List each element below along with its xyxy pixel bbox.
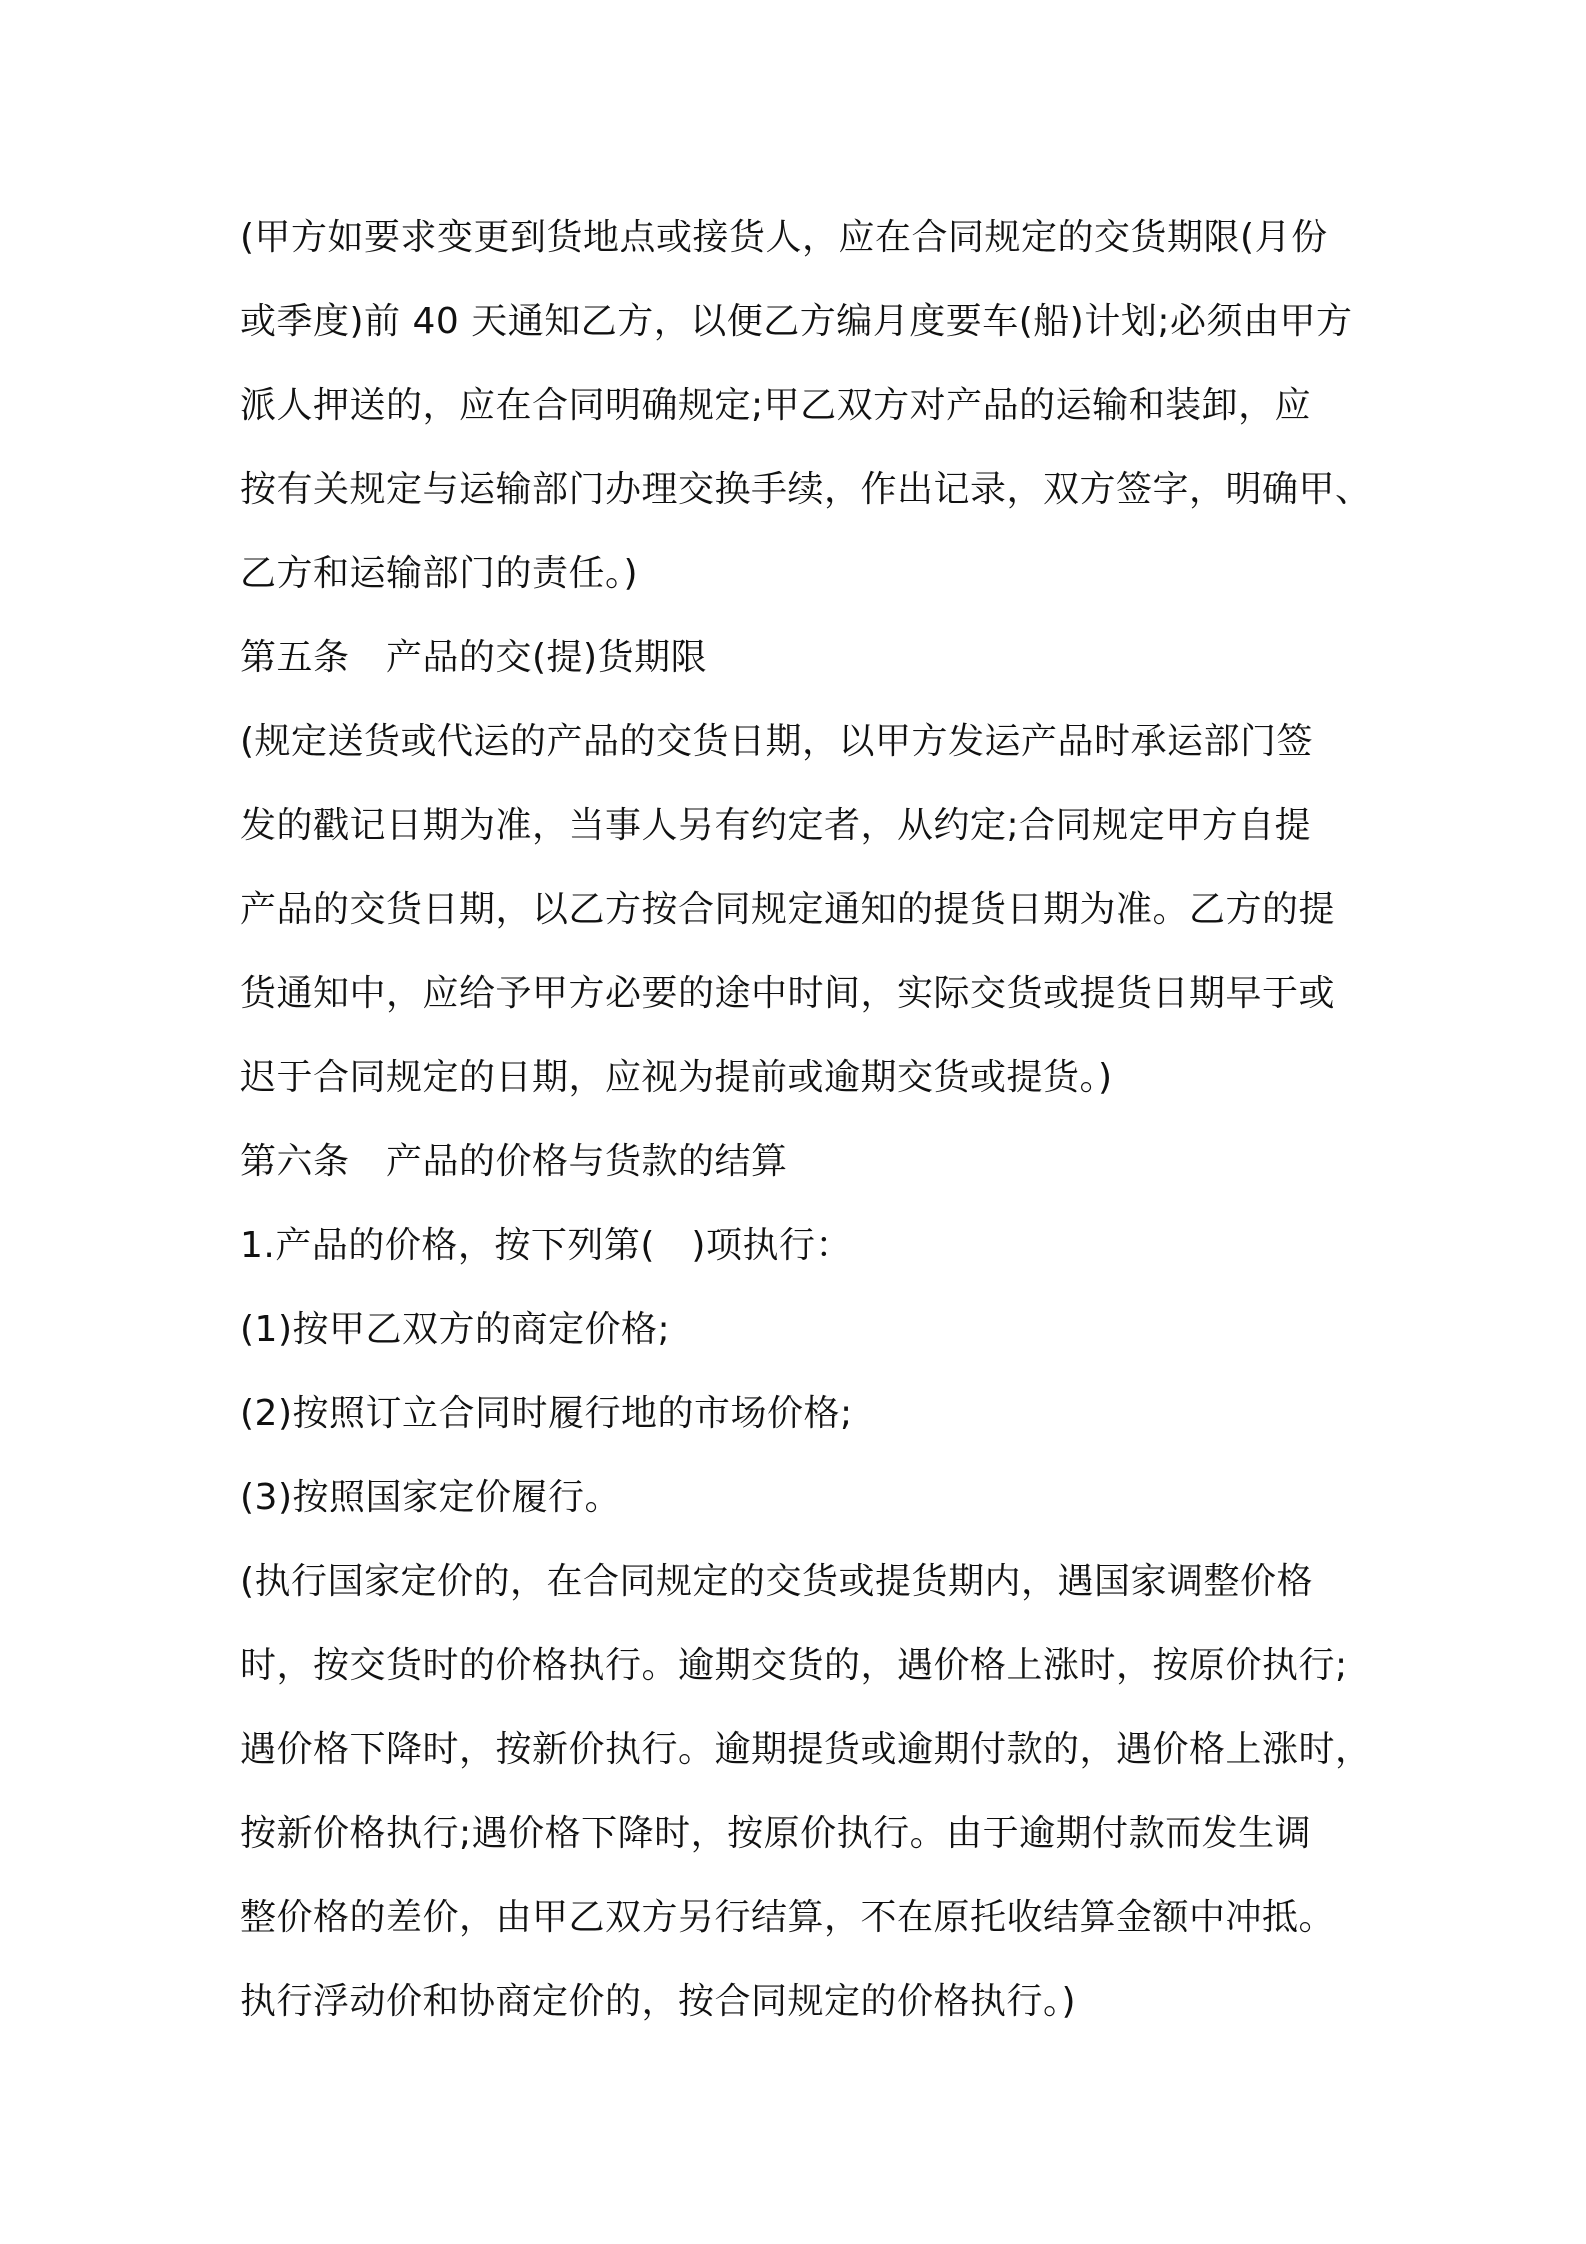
price-option: (1)按甲乙双方的商定价格; <box>240 1309 671 1350</box>
text-line: (甲方如要求变更到货地点或接货人，应在合同规定的交货期限(月份 <box>240 217 1328 258</box>
text-line: 按有关规定与运输部门办理交换手续，作出记录，双方签字，明确甲、 <box>240 469 1372 510</box>
text-line: 乙方和运输部门的责任。) <box>240 553 639 594</box>
text-line: 迟于合同规定的日期，应视为提前或逾期交货或提货。) <box>240 1057 1113 1098</box>
paragraph-delivery-change <box>240 196 1372 616</box>
document-body <box>240 196 1372 2044</box>
text-line: 发的戳记日期为准，当事人另有约定者，从约定;合同规定甲方自提 <box>240 805 1312 846</box>
text-line: 或季度)前 40 天通知乙方，以便乙方编月度要车(船)计划;必须由甲方 <box>240 301 1353 342</box>
text-line: 按新价格执行;遇价格下降时，按原价执行。由于逾期付款而发生调 <box>240 1813 1312 1854</box>
price-option: (2)按照订立合同时履行地的市场价格; <box>240 1393 853 1434</box>
text-line: 时，按交货时的价格执行。逾期交货的，遇价格上涨时，按原价执行; <box>240 1645 1348 1686</box>
text-line: 产品的交货日期，以乙方按合同规定通知的提货日期为准。乙方的提 <box>240 889 1336 930</box>
text-line: 执行浮动价和协商定价的，按合同规定的价格执行。) <box>240 1981 1077 2022</box>
paragraph-delivery-date <box>240 700 1360 1120</box>
text-line: 货通知中，应给予甲方必要的途中时间，实际交货或提货日期早于或 <box>240 973 1336 1014</box>
text-line: 整价格的差价，由甲乙双方另行结算，不在原托收结算金额中冲抵。 <box>240 1897 1336 1938</box>
text-line: 派人押送的，应在合同明确规定;甲乙双方对产品的运输和装卸，应 <box>240 385 1312 426</box>
text-line: (规定送货或代运的产品的交货日期，以甲方发运产品时承运部门签 <box>240 721 1314 762</box>
article-6-heading: 第六条 产品的价格与货款的结算 <box>240 1141 788 1182</box>
text-line: 遇价格下降时，按新价执行。逾期提货或逾期付款的，遇价格上涨时， <box>240 1729 1372 1770</box>
price-clause: 1.产品的价格，按下列第( )项执行： <box>240 1225 852 1266</box>
price-option: (3)按照国家定价履行。 <box>240 1477 621 1518</box>
price-options-list <box>240 1288 1360 1540</box>
paragraph-price-adjustment <box>240 1540 1372 2044</box>
article-5-heading: 第五条 产品的交(提)货期限 <box>240 637 708 678</box>
text-line: (执行国家定价的，在合同规定的交货或提货期内，遇国家调整价格 <box>240 1561 1314 1602</box>
